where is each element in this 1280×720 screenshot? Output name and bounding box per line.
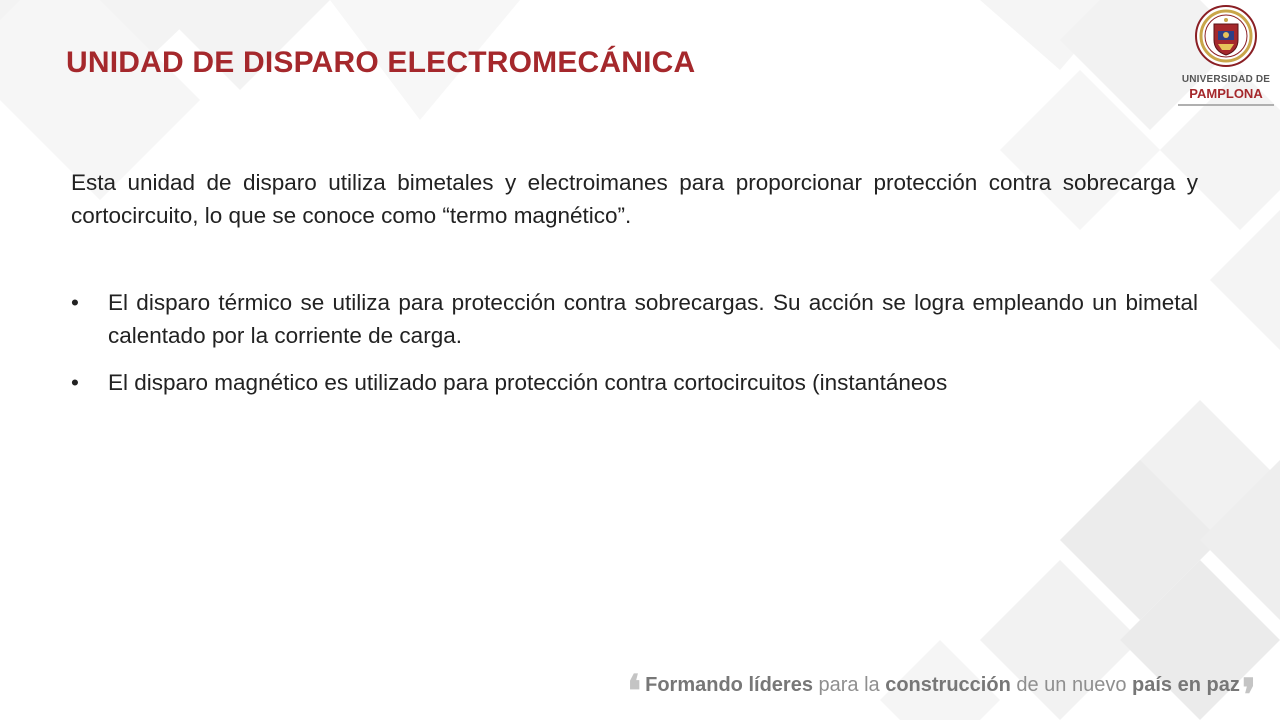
footer-slogan bbox=[626, 665, 1256, 720]
bullet-marker: • bbox=[71, 290, 79, 316]
logo-text-university: UNIVERSIDAD DE bbox=[1181, 74, 1271, 85]
quote-close-icon: ❜ bbox=[1241, 669, 1256, 720]
slogan-part-3: construcción bbox=[885, 674, 1011, 696]
intro-paragraph: Esta unidad de disparo utiliza bimetales y electroimanes para proporcionar protección contra sobrecarga y cortocircuito, lo que se conoce como “termo magnético”. bbox=[71, 170, 1198, 228]
quote-open-icon: ❛ bbox=[626, 665, 642, 717]
slide-content bbox=[71, 167, 1198, 413]
slogan-part-2: para la bbox=[812, 674, 886, 696]
slide-title: UNIDAD DE DISPARO ELECTROMECÁNICA bbox=[66, 46, 696, 79]
logo-underline bbox=[1178, 104, 1274, 106]
bullet-list bbox=[71, 287, 1198, 399]
slogan-part-1: Formando líderes bbox=[645, 674, 813, 696]
university-logo bbox=[1178, 4, 1274, 108]
slogan-part-5: país en paz bbox=[1132, 674, 1240, 696]
bullet-text: El disparo térmico se utiliza para protección contra sobrecargas. Su acción se logra empleando un bimetal calentado por la corriente de carga. bbox=[108, 290, 1198, 348]
bullet-text: El disparo magnético es utilizado para protección contra cortocircuitos (instantáneos bbox=[108, 369, 948, 395]
bullet-marker: • bbox=[71, 369, 79, 395]
logo-text-pamplona: PAMPLONA bbox=[1189, 86, 1263, 101]
university-shield-icon bbox=[1178, 4, 1274, 72]
bullet-item-thermal bbox=[71, 287, 1198, 352]
bullet-item-magnetic bbox=[71, 367, 1198, 400]
slogan-part-4: de un nuevo bbox=[1010, 674, 1132, 696]
